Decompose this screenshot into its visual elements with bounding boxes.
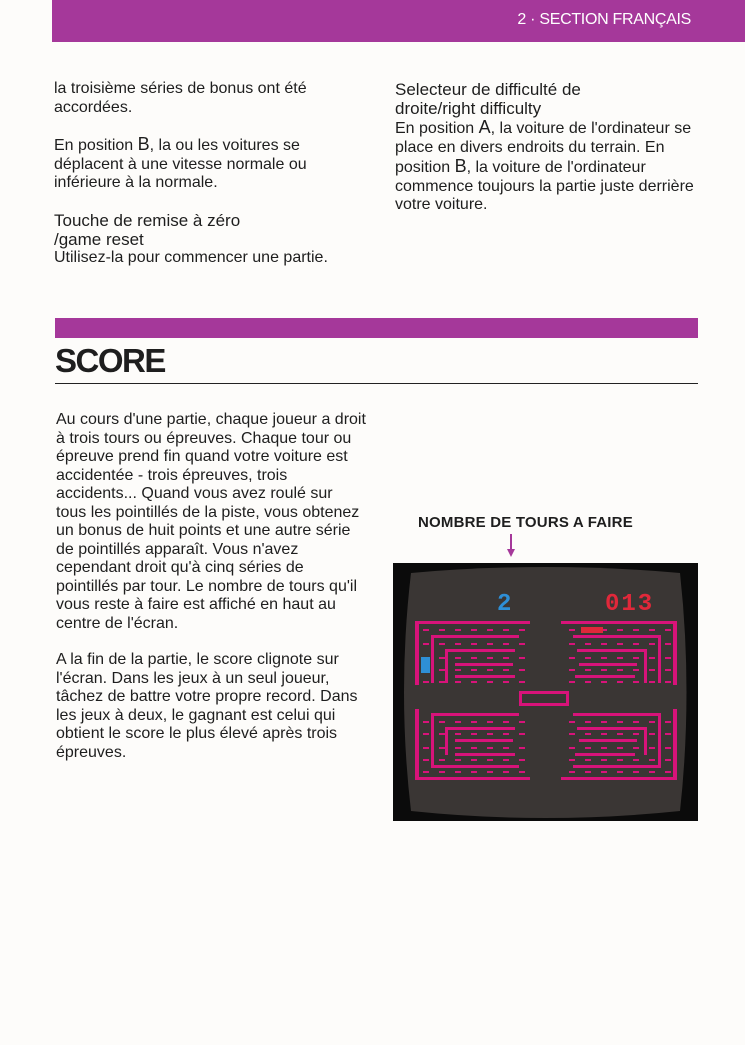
track-segment — [665, 721, 671, 723]
track-segment — [519, 643, 525, 645]
track-segment — [569, 733, 575, 735]
track-segment — [487, 681, 493, 683]
position-b-mark: B — [454, 156, 467, 176]
track-segment — [573, 635, 661, 638]
track-segment — [585, 643, 591, 645]
track-segment — [665, 629, 671, 631]
track-segment — [455, 747, 461, 749]
track-segment — [487, 771, 493, 773]
track-segment — [573, 713, 661, 716]
position-b-mark: B — [137, 134, 150, 154]
track-segment — [566, 691, 569, 706]
track-segment — [471, 721, 477, 723]
track-segment — [673, 623, 677, 685]
left-column — [54, 80, 354, 267]
track-segment — [503, 771, 509, 773]
track-segment — [658, 635, 661, 683]
track-segment — [633, 681, 639, 683]
track-segment — [519, 759, 525, 761]
track-segment — [585, 747, 591, 749]
track-segment — [585, 733, 591, 735]
track-segment — [633, 721, 639, 723]
score-title: SCORE — [55, 342, 165, 379]
track-segment — [503, 721, 509, 723]
track-segment — [573, 765, 661, 768]
reset-heading: Touche de remise à zéro /game reset — [54, 210, 241, 249]
track-segment — [633, 747, 639, 749]
track-segment — [617, 643, 623, 645]
track-segment — [519, 629, 525, 631]
track-segment — [665, 681, 671, 683]
track-segment — [649, 733, 655, 735]
track-segment — [617, 759, 623, 761]
track-segment — [617, 771, 623, 773]
track-segment — [423, 747, 429, 749]
track-segment — [439, 759, 445, 761]
track-segment — [633, 733, 639, 735]
track-segment — [487, 747, 493, 749]
track-segment — [569, 759, 575, 761]
bonus-paragraph: la troisième séries de bonus ont été accordées. — [54, 80, 307, 116]
track-segment — [431, 765, 519, 768]
track-segment — [617, 657, 623, 659]
track-segment — [617, 669, 623, 671]
track-segment — [569, 771, 575, 773]
track-segment — [658, 713, 661, 765]
track-segment — [569, 721, 575, 723]
track-segment — [471, 657, 477, 659]
track-segment — [439, 629, 445, 631]
track-segment — [665, 733, 671, 735]
track-segment — [487, 669, 493, 671]
track-segment — [665, 747, 671, 749]
section-divider-bar — [55, 318, 698, 338]
track-segment — [649, 681, 655, 683]
track-segment — [575, 753, 635, 756]
track-segment — [439, 681, 445, 683]
track-segment — [423, 681, 429, 683]
track-segment — [519, 657, 525, 659]
track-segment — [633, 759, 639, 761]
track-segment — [577, 649, 647, 652]
track-segment — [439, 771, 445, 773]
track-segment — [445, 649, 448, 683]
track-segment — [415, 709, 419, 779]
track-segment — [601, 643, 607, 645]
track-segment — [519, 747, 525, 749]
track-segment — [519, 691, 569, 694]
score-paragraph-2: A la fin de la partie, le score clignote sur l'écran. Dans les jeux à un seul joueur, tâchez de battre votre propre record. Dans les jeux à deux, le gagnant est celui qui obtient le score le plus élevé après trois épreuves. — [56, 651, 358, 761]
track-segment — [577, 727, 647, 730]
track-segment — [471, 643, 477, 645]
track-segment — [503, 669, 509, 671]
track-segment — [649, 657, 655, 659]
track-segment — [455, 771, 461, 773]
track-segment — [649, 629, 655, 631]
track-segment — [575, 675, 635, 678]
figure-caption: NOMBRE DE TOURS A FAIRE — [418, 514, 633, 531]
track-segment — [471, 681, 477, 683]
track-segment — [601, 733, 607, 735]
track-segment — [503, 681, 509, 683]
game-screen-svg — [393, 563, 698, 821]
track-segment — [644, 649, 647, 683]
track-segment — [569, 629, 575, 631]
track-segment — [617, 629, 623, 631]
track-segment — [471, 629, 477, 631]
track-segment — [665, 771, 671, 773]
track-segment — [455, 675, 515, 678]
track-segment — [471, 733, 477, 735]
track-segment — [569, 669, 575, 671]
track-segment — [649, 771, 655, 773]
track-segment — [601, 721, 607, 723]
down-arrow-icon — [505, 534, 517, 558]
track-segment — [455, 759, 461, 761]
track-segment — [455, 663, 513, 666]
track-segment — [644, 727, 647, 755]
player-car — [421, 657, 430, 673]
track-segment — [487, 733, 493, 735]
track-segment — [415, 777, 530, 780]
track-segment — [649, 721, 655, 723]
track-segment — [503, 733, 509, 735]
track-segment — [585, 771, 591, 773]
track-segment — [439, 669, 445, 671]
track-segment — [439, 733, 445, 735]
track-segment — [415, 623, 419, 685]
position-b-paragraph: En position B, la ou les voitures se déplacent à une vitesse normale ou inférieure à la normale. — [54, 134, 307, 191]
track-segment — [633, 771, 639, 773]
track-segment — [439, 747, 445, 749]
track-segment — [665, 643, 671, 645]
track-segment — [445, 727, 448, 755]
track-segment — [455, 733, 461, 735]
track-segment — [585, 681, 591, 683]
track-segment — [471, 771, 477, 773]
track-segment — [569, 657, 575, 659]
track-segment — [649, 669, 655, 671]
track-segment — [471, 669, 477, 671]
track-segment — [601, 657, 607, 659]
difficulty-text: En position A, la voiture de l'ordinateur se place en divers endroits du terrain. En position B, la voiture de l'ordinateur commence toujours la partie juste derrière votre voiture. — [395, 117, 694, 213]
track-segment — [471, 759, 477, 761]
track-segment — [503, 759, 509, 761]
track-segment — [673, 709, 677, 779]
track-segment — [503, 643, 509, 645]
track-segment — [633, 629, 639, 631]
track-segment — [471, 747, 477, 749]
track-segment — [569, 747, 575, 749]
track-segment — [561, 621, 677, 624]
track-segment — [617, 733, 623, 735]
track-segment — [633, 643, 639, 645]
track-segment — [585, 721, 591, 723]
track-segment — [423, 733, 429, 735]
right-column — [395, 80, 695, 215]
track-segment — [455, 739, 513, 742]
track-segment — [431, 713, 519, 716]
track-segment — [423, 629, 429, 631]
track-segment — [503, 629, 509, 631]
laps-remaining: 2 — [497, 591, 512, 618]
track-segment — [439, 721, 445, 723]
track-segment — [445, 727, 515, 730]
track-segment — [439, 643, 445, 645]
track-segment — [665, 669, 671, 671]
track-segment — [423, 759, 429, 761]
reset-text: Utilisez-la pour commencer une partie. — [54, 248, 328, 266]
track-segment — [503, 747, 509, 749]
track-segment — [445, 649, 515, 652]
track-segment — [601, 771, 607, 773]
track-segment — [519, 721, 525, 723]
track-segment — [519, 703, 569, 706]
difficulty-heading: Selecteur de difficulté de droite/right difficulty — [395, 80, 581, 118]
track-segment — [633, 657, 639, 659]
track-segment — [503, 657, 509, 659]
track-segment — [601, 747, 607, 749]
track-segment — [665, 657, 671, 659]
track-segment — [617, 721, 623, 723]
track-segment — [487, 629, 493, 631]
track-segment — [579, 663, 637, 666]
track-segment — [487, 657, 493, 659]
section-label: 2 · SECTION FRANÇAIS — [517, 11, 691, 28]
track-segment — [585, 657, 591, 659]
track-segment — [455, 657, 461, 659]
track-segment — [487, 759, 493, 761]
header-bar — [52, 0, 745, 42]
track-segment — [633, 669, 639, 671]
track-segment — [423, 721, 429, 723]
track-segment — [649, 747, 655, 749]
track-segment — [519, 733, 525, 735]
track-segment — [431, 635, 434, 683]
track-segment — [423, 643, 429, 645]
track-segment — [439, 657, 445, 659]
score-paragraph-1: Au cours d'une partie, chaque joueur a droit à trois tours ou épreuves. Chaque tour ou épreuve prend fin quand votre voiture est accidentée - trois épreuves, trois accidents... Quand vous avez roulé sur tous les pointillés de la piste, vous obtenez un bonus de huit points et une autre série de pointillés apparaît. Vous n'avez cependant droit qu'à cinq séries de pointillés par tour. Le nombre de tours qu'il vous reste à faire est affiché en haut au centre de l'écran. — [56, 411, 366, 632]
track-segment — [585, 759, 591, 761]
track-segment — [519, 771, 525, 773]
track-segment — [649, 759, 655, 761]
track-segment — [601, 681, 607, 683]
track-segment — [455, 681, 461, 683]
track-segment — [649, 643, 655, 645]
track-segment — [431, 635, 519, 638]
track-segment — [579, 739, 637, 742]
track-segment — [455, 643, 461, 645]
score-text — [56, 411, 366, 762]
track-segment — [455, 629, 461, 631]
track-segment — [601, 669, 607, 671]
track-segment — [455, 669, 461, 671]
track-segment — [601, 759, 607, 761]
track-segment — [487, 643, 493, 645]
position-a-mark: A — [478, 117, 491, 137]
track-segment — [561, 777, 677, 780]
track-segment — [665, 759, 671, 761]
track-segment — [455, 753, 515, 756]
computer-car — [581, 627, 603, 633]
track-segment — [585, 669, 591, 671]
track-segment — [617, 681, 623, 683]
track-segment — [617, 747, 623, 749]
track-segment — [487, 721, 493, 723]
track-segment — [415, 621, 530, 624]
track-segment — [519, 691, 522, 706]
track-segment — [569, 643, 575, 645]
track-segment — [569, 681, 575, 683]
title-rule — [55, 383, 698, 384]
track-segment — [455, 721, 461, 723]
track-segment — [519, 669, 525, 671]
track-segment — [423, 771, 429, 773]
track-segment — [519, 681, 525, 683]
game-screenshot — [393, 563, 698, 821]
track-segment — [431, 713, 434, 765]
game-score: 013 — [605, 591, 655, 618]
